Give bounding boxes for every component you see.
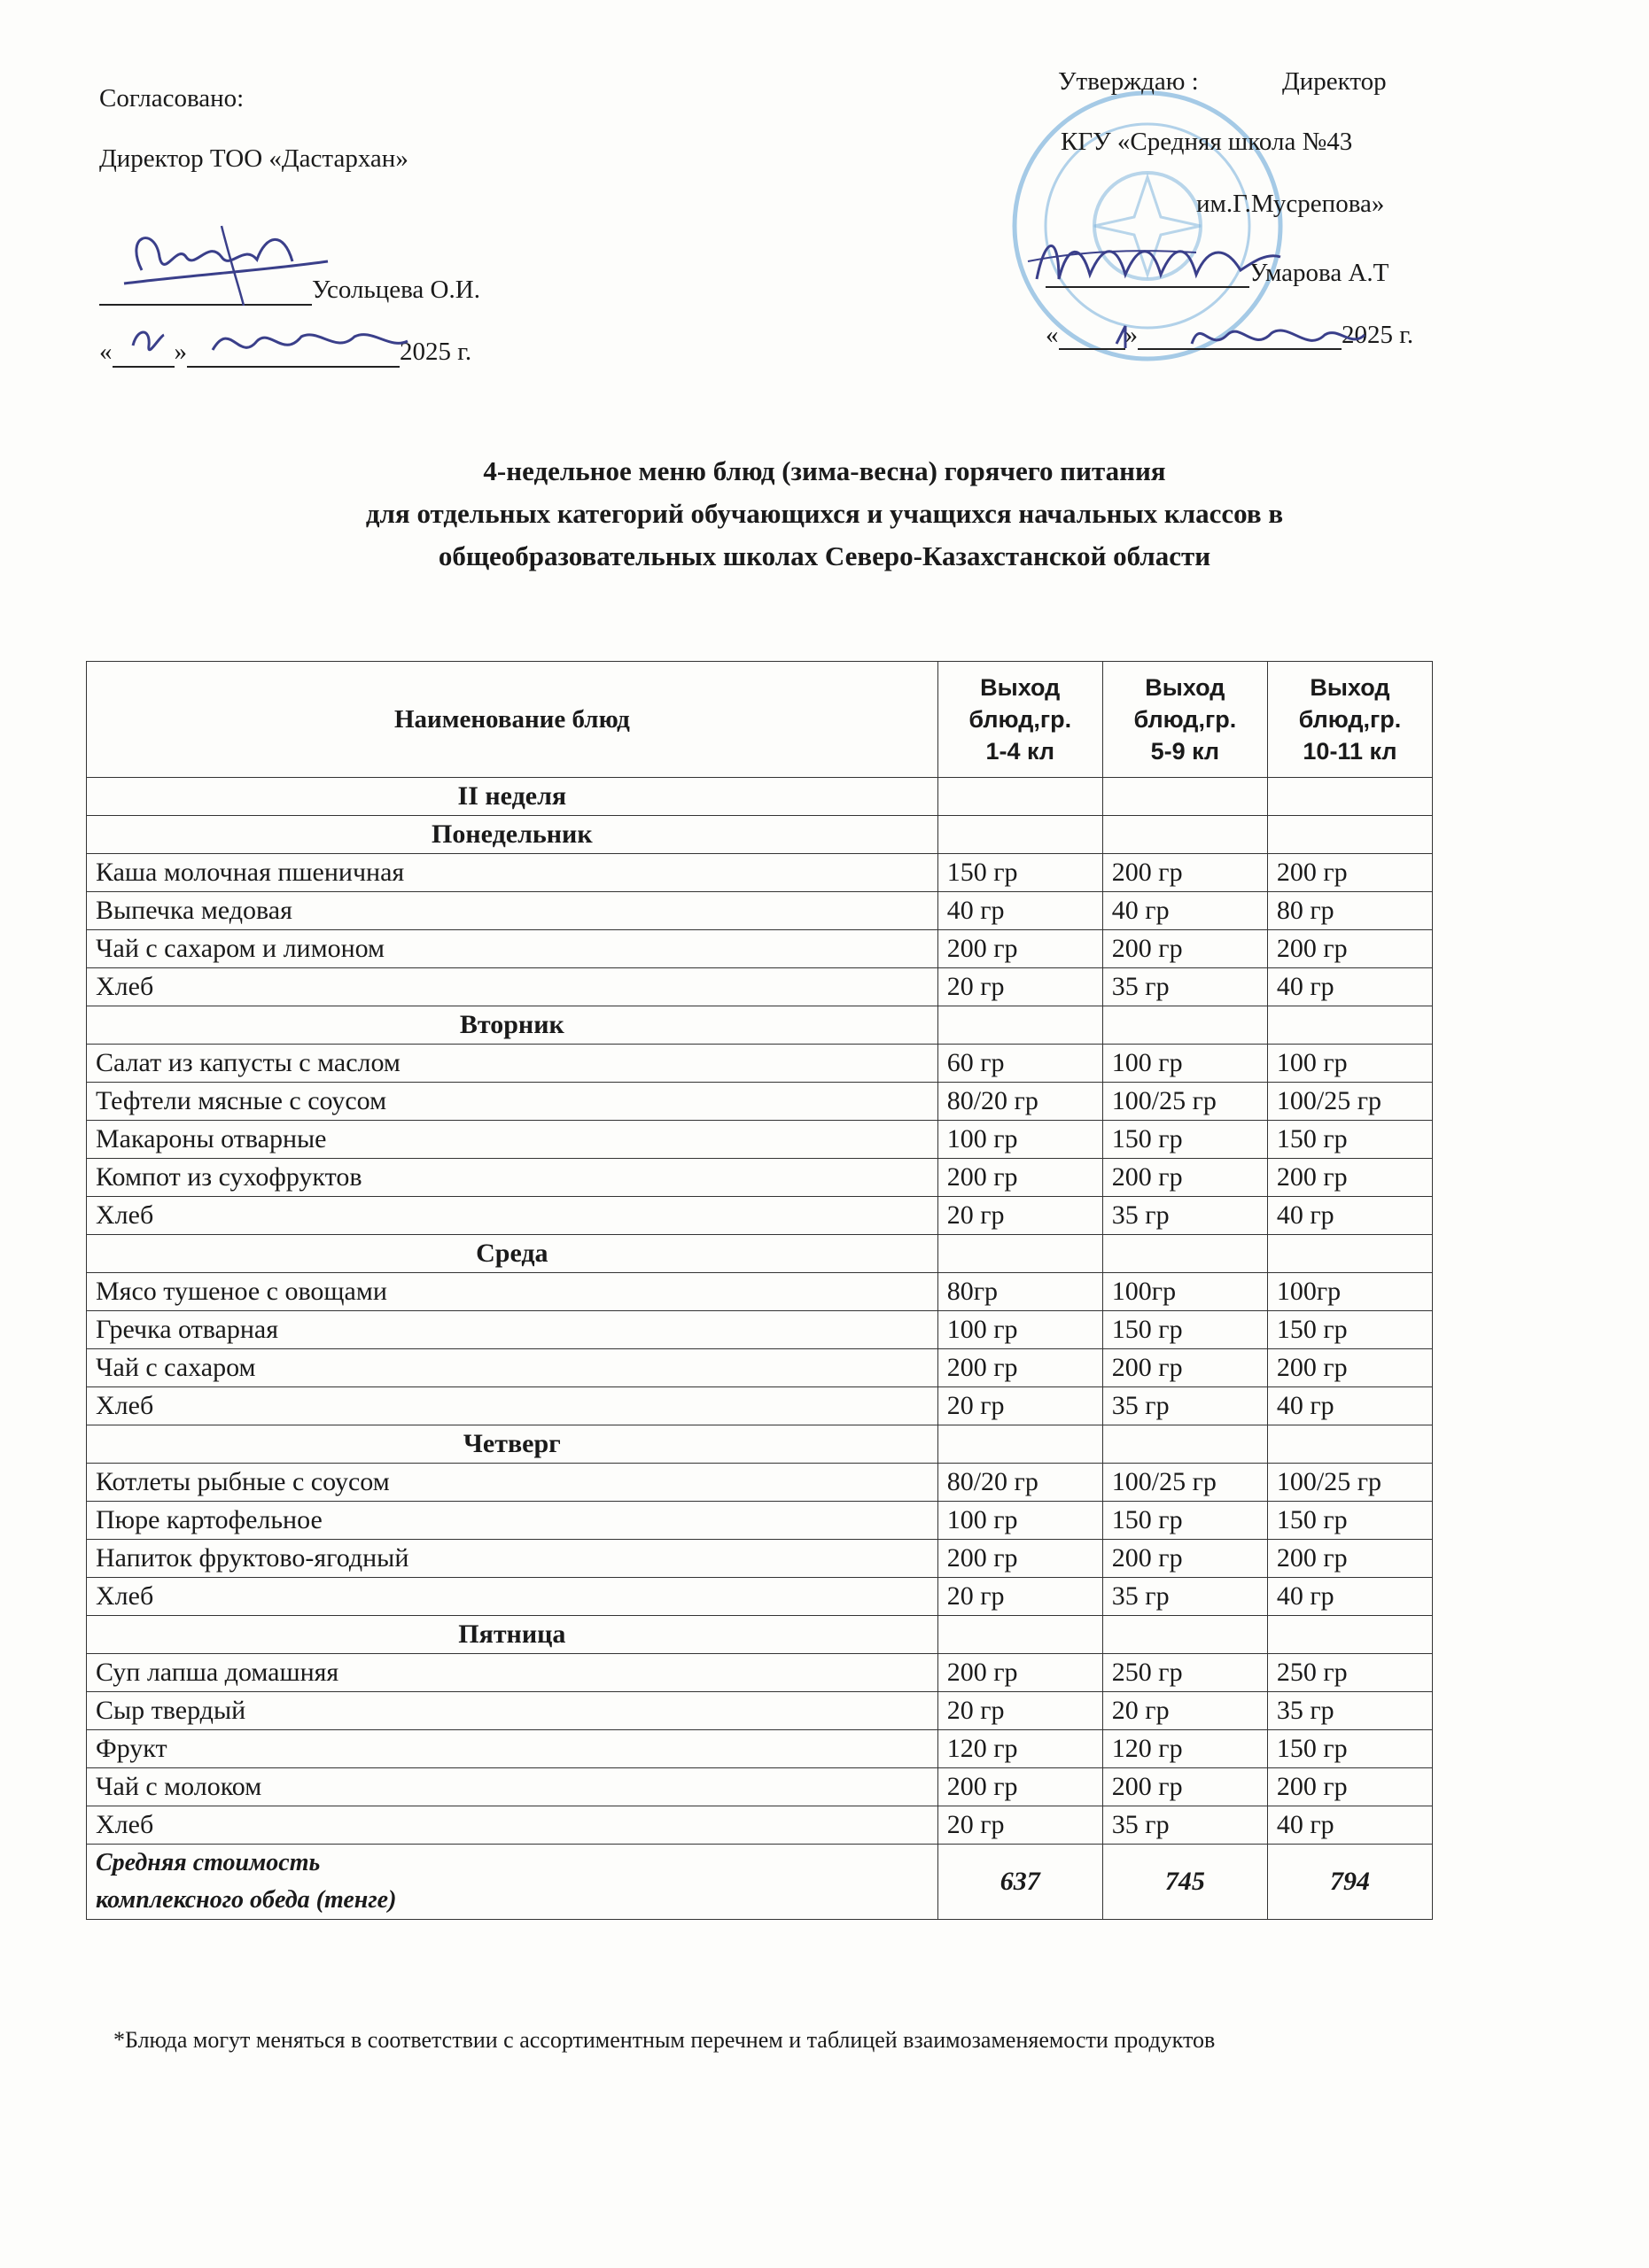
approve-role: Директор bbox=[1282, 67, 1387, 96]
dish-quantity: 80 гр bbox=[1267, 892, 1432, 930]
agreed-position: Директор ТОО «Дастархан» bbox=[99, 144, 408, 173]
approve-org-line1: КГУ «Средняя школа №43 bbox=[1061, 128, 1353, 156]
approve-name: Умарова А.Т bbox=[1249, 259, 1389, 287]
table-row bbox=[87, 1387, 1433, 1425]
table-row bbox=[87, 1464, 1433, 1502]
dish-name: Чай с молоком bbox=[87, 1768, 938, 1806]
dish-quantity: 200 гр bbox=[937, 1654, 1102, 1692]
dish-quantity: 200 гр bbox=[1102, 854, 1267, 892]
average-cost-5-9: 745 bbox=[1102, 1845, 1267, 1920]
dish-quantity: 100гр bbox=[1267, 1273, 1432, 1311]
dish-quantity: 120 гр bbox=[937, 1730, 1102, 1768]
dish-quantity: 35 гр bbox=[1102, 968, 1267, 1006]
table-row bbox=[87, 1197, 1433, 1235]
dish-name: Напиток фруктово-ягодный bbox=[87, 1540, 938, 1578]
dish-quantity: 40 гр bbox=[1267, 1197, 1432, 1235]
dish-name: Чай с сахаром bbox=[87, 1349, 938, 1387]
dish-quantity: 35 гр bbox=[1102, 1578, 1267, 1616]
dish-quantity: 100/25 гр bbox=[1267, 1083, 1432, 1121]
menu-table bbox=[86, 661, 1433, 1920]
dish-quantity: 20 гр bbox=[937, 1578, 1102, 1616]
dish-quantity: 40 гр bbox=[1267, 1578, 1432, 1616]
dish-quantity: 150 гр bbox=[1267, 1730, 1432, 1768]
dish-quantity: 200 гр bbox=[937, 1349, 1102, 1387]
table-row bbox=[87, 1311, 1433, 1349]
table-row bbox=[87, 1692, 1433, 1730]
left-date-handwriting bbox=[115, 310, 416, 372]
dish-name: Хлеб bbox=[87, 1197, 938, 1235]
approve-org-line2: им.Г.Мусрепова» bbox=[1196, 190, 1385, 218]
table-header-row bbox=[87, 662, 1433, 778]
menu-title: 4-недельное меню блюд (зима-весна) горячего питания для отдельных категорий обучающихся и учащихся начальных классов в общеобразовательных школах Северо-Казахстанской области bbox=[365, 455, 1284, 571]
dish-name: Хлеб bbox=[87, 1806, 938, 1845]
dish-name: Макароны отварные bbox=[87, 1121, 938, 1159]
dish-name: Котлеты рыбные с соусом bbox=[87, 1464, 938, 1502]
dish-quantity: 200 гр bbox=[1267, 1349, 1432, 1387]
dish-quantity: 150 гр bbox=[937, 854, 1102, 892]
dish-quantity: 200 гр bbox=[937, 1768, 1102, 1806]
dish-quantity: 35 гр bbox=[1267, 1692, 1432, 1730]
dish-quantity: 80/20 гр bbox=[937, 1083, 1102, 1121]
table-row bbox=[87, 854, 1433, 892]
dish-name: Мясо тушеное с овощами bbox=[87, 1273, 938, 1311]
header-qty-5-9: Выход блюд,гр. 5-9 кл bbox=[1102, 662, 1267, 778]
table-row bbox=[87, 1730, 1433, 1768]
dish-name: Сыр твердый bbox=[87, 1692, 938, 1730]
dish-quantity: 200 гр bbox=[937, 1540, 1102, 1578]
table-row bbox=[87, 1273, 1433, 1311]
dish-quantity: 100/25 гр bbox=[1267, 1464, 1432, 1502]
day-label: Вторник bbox=[87, 1006, 938, 1045]
dish-name: Салат из капусты с маслом bbox=[87, 1045, 938, 1083]
table-row bbox=[87, 1045, 1433, 1083]
average-cost-label: Средняя стоимость комплексного обеда (тенге) bbox=[87, 1845, 938, 1920]
header-qty-1-4: Выход блюд,гр. 1-4 кл bbox=[937, 662, 1102, 778]
dish-name: Фрукт bbox=[87, 1730, 938, 1768]
dish-quantity: 40 гр bbox=[1102, 892, 1267, 930]
day-label: Среда bbox=[87, 1235, 938, 1273]
dish-quantity: 150 гр bbox=[1102, 1121, 1267, 1159]
table-row bbox=[87, 1121, 1433, 1159]
agreed-year: 2025 г. bbox=[400, 338, 472, 366]
average-cost-10-11: 794 bbox=[1267, 1845, 1432, 1920]
agreed-label: Согласовано: bbox=[99, 84, 245, 113]
dish-quantity: 200 гр bbox=[937, 1159, 1102, 1197]
header-qty-10-11: Выход блюд,гр. 10-11 кл bbox=[1267, 662, 1432, 778]
left-signature bbox=[89, 208, 337, 315]
dish-quantity: 35 гр bbox=[1102, 1806, 1267, 1845]
dish-quantity: 200 гр bbox=[1102, 1768, 1267, 1806]
day-label: Четверг bbox=[87, 1425, 938, 1464]
dish-quantity: 150 гр bbox=[1102, 1502, 1267, 1540]
dish-quantity: 20 гр bbox=[937, 1806, 1102, 1845]
dish-quantity: 60 гр bbox=[937, 1045, 1102, 1083]
dish-quantity: 200 гр bbox=[1267, 1768, 1432, 1806]
dish-quantity: 100 гр bbox=[1267, 1045, 1432, 1083]
right-date-handwriting bbox=[1077, 308, 1369, 361]
dish-quantity: 40 гр bbox=[1267, 1387, 1432, 1425]
dish-quantity: 80/20 гр bbox=[937, 1464, 1102, 1502]
dish-quantity: 250 гр bbox=[1267, 1654, 1432, 1692]
dish-quantity: 200 гр bbox=[1267, 854, 1432, 892]
dish-quantity: 200 гр bbox=[1267, 930, 1432, 968]
approve-label: Утверждаю : bbox=[1058, 67, 1199, 96]
dish-quantity: 100 гр bbox=[1102, 1045, 1267, 1083]
approve-year: 2025 г. bbox=[1342, 321, 1414, 349]
dish-quantity: 200 гр bbox=[1102, 1540, 1267, 1578]
table-row bbox=[87, 1540, 1433, 1578]
dish-quantity: 20 гр bbox=[1102, 1692, 1267, 1730]
dish-quantity: 200 гр bbox=[1267, 1540, 1432, 1578]
dish-quantity: 100 гр bbox=[937, 1121, 1102, 1159]
dish-name: Хлеб bbox=[87, 1578, 938, 1616]
average-cost-1-4: 637 bbox=[937, 1845, 1102, 1920]
dish-quantity: 40 гр bbox=[937, 892, 1102, 930]
week-row bbox=[87, 778, 1433, 816]
right-signature bbox=[1019, 226, 1285, 297]
dish-name: Хлеб bbox=[87, 968, 938, 1006]
table-row bbox=[87, 1768, 1433, 1806]
table-row bbox=[87, 1349, 1433, 1387]
dish-quantity: 150 гр bbox=[1267, 1502, 1432, 1540]
dish-quantity: 120 гр bbox=[1102, 1730, 1267, 1768]
table-row bbox=[87, 1159, 1433, 1197]
table-row bbox=[87, 930, 1433, 968]
dish-quantity: 100 гр bbox=[937, 1502, 1102, 1540]
table-row bbox=[87, 968, 1433, 1006]
dish-quantity: 100гр bbox=[1102, 1273, 1267, 1311]
dish-quantity: 100/25 гр bbox=[1102, 1464, 1267, 1502]
day-row bbox=[87, 1616, 1433, 1654]
agreed-date-line: « » 2025 г. bbox=[99, 338, 472, 366]
table-row bbox=[87, 1578, 1433, 1616]
day-row bbox=[87, 1425, 1433, 1464]
dish-quantity: 150 гр bbox=[1267, 1121, 1432, 1159]
dish-name: Тефтели мясные с соусом bbox=[87, 1083, 938, 1121]
dish-quantity: 250 гр bbox=[1102, 1654, 1267, 1692]
agreed-name: Усольцева О.И. bbox=[312, 276, 480, 304]
dish-name: Гречка отварная bbox=[87, 1311, 938, 1349]
dish-quantity: 80гр bbox=[937, 1273, 1102, 1311]
dish-quantity: 20 гр bbox=[937, 1197, 1102, 1235]
dish-quantity: 35 гр bbox=[1102, 1387, 1267, 1425]
dish-quantity: 40 гр bbox=[1267, 1806, 1432, 1845]
table-row bbox=[87, 892, 1433, 930]
dish-quantity: 150 гр bbox=[1267, 1311, 1432, 1349]
dish-name: Чай с сахаром и лимоном bbox=[87, 930, 938, 968]
day-row bbox=[87, 816, 1433, 854]
dish-name: Хлеб bbox=[87, 1387, 938, 1425]
footnote: *Блюда могут меняться в соответствии с ассортиментным перечнем и таблицей взаимозаменяемости продуктов bbox=[113, 2027, 1216, 2053]
dish-name: Компот из сухофруктов bbox=[87, 1159, 938, 1197]
day-row bbox=[87, 1006, 1433, 1045]
header-dish-name: Наименование блюд bbox=[87, 662, 938, 778]
dish-name: Выпечка медовая bbox=[87, 892, 938, 930]
dish-quantity: 150 гр bbox=[1102, 1311, 1267, 1349]
table-row bbox=[87, 1654, 1433, 1692]
table-row bbox=[87, 1806, 1433, 1845]
dish-quantity: 200 гр bbox=[1102, 1159, 1267, 1197]
day-label: Пятница bbox=[87, 1616, 938, 1654]
dish-quantity: 200 гр bbox=[937, 930, 1102, 968]
dish-quantity: 35 гр bbox=[1102, 1197, 1267, 1235]
table-row bbox=[87, 1083, 1433, 1121]
week-label: II неделя bbox=[87, 778, 938, 816]
dish-quantity: 200 гр bbox=[1102, 930, 1267, 968]
day-label: Понедельник bbox=[87, 816, 938, 854]
dish-quantity: 20 гр bbox=[937, 968, 1102, 1006]
dish-quantity: 40 гр bbox=[1267, 968, 1432, 1006]
average-cost-row bbox=[87, 1845, 1433, 1920]
dish-quantity: 200 гр bbox=[1102, 1349, 1267, 1387]
dish-name: Суп лапша домашняя bbox=[87, 1654, 938, 1692]
dish-quantity: 200 гр bbox=[1267, 1159, 1432, 1197]
dish-quantity: 20 гр bbox=[937, 1387, 1102, 1425]
dish-quantity: 100 гр bbox=[937, 1311, 1102, 1349]
table-row bbox=[87, 1502, 1433, 1540]
dish-name: Пюре картофельное bbox=[87, 1502, 938, 1540]
dish-name: Каша молочная пшеничная bbox=[87, 854, 938, 892]
day-row bbox=[87, 1235, 1433, 1273]
dish-quantity: 100/25 гр bbox=[1102, 1083, 1267, 1121]
approve-date-line: « » 2025 г. bbox=[1046, 321, 1414, 349]
dish-quantity: 20 гр bbox=[937, 1692, 1102, 1730]
